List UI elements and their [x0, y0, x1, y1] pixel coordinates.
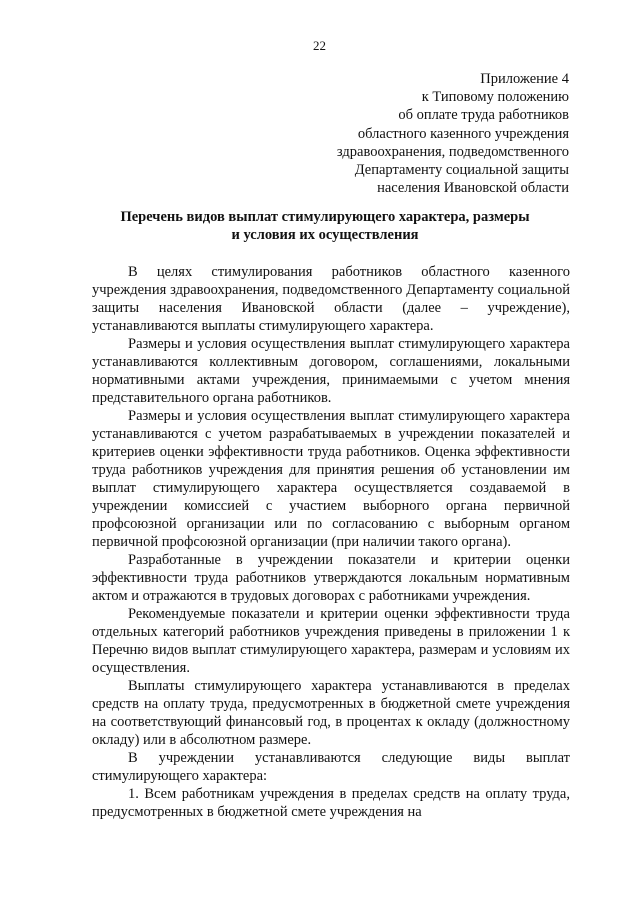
appendix-line: населения Ивановской области	[377, 180, 569, 197]
appendix-line: Департаменту социальной защиты	[354, 162, 569, 179]
title-line-1: Перечень видов выплат стимулирующего характера, размеры	[120, 209, 530, 225]
title-line-2: и условия их осуществления	[231, 227, 419, 243]
appendix-line: Приложение 4	[480, 71, 569, 87]
paragraph: Выплаты стимулирующего характера устанавливаются в пределах средств на оплату труда, предусмотренных в бюджетной смете учреждения на соответствующий финансовый год, в процентах к окладу (должностному окладу) или в абсолютном размере.	[92, 678, 570, 748]
paragraph: 1. Всем работникам учреждения в пределах средств на оплату труда, предусмотренных в бюджетной смете учреждения на	[92, 786, 570, 820]
paragraph: В целях стимулирования работников областного казенного учреждения здравоохранения, подведомственного Департаменту социальной защиты населения Ивановской области (далее – учреждение), устанавливаются выплаты стимулирующего характера.	[92, 264, 570, 334]
paragraph: Разработанные в учреждении показатели и критерии оценки эффективности труда работников утверждаются локальным нормативным актом и отражаются в трудовых договорах с работниками учреждения.	[92, 552, 570, 604]
appendix-header	[337, 70, 569, 197]
document-body	[92, 263, 570, 821]
appendix-line: областного казенного учреждения	[357, 125, 569, 142]
appendix-line: здравоохранения, подведомственного	[336, 143, 569, 160]
document-title	[80, 208, 570, 244]
appendix-line: к Типовому положению	[421, 89, 569, 106]
appendix-line: об оплате труда работников	[398, 107, 569, 124]
paragraph: Размеры и условия осуществления выплат стимулирующего характера устанавливаются с учетом разрабатываемых в учреждении показателей и критериев оценки эффективности труда работников. Оценка эффективности труда работников учреждения для принятия решения об установлении им выплат стимулирующего характера осуществляется создаваемой в учреждении комиссией с участием выборного органа первичной профсоюзной организации или по согласованию с выборным органом первичной профсоюзной организации (при наличии такого органа).	[92, 408, 570, 550]
page-number: 22	[313, 38, 326, 53]
paragraph: Рекомендуемые показатели и критерии оценки эффективности труда отдельных категорий работников учреждения приведены в приложении 1 к Перечню видов выплат стимулирующего характера, размерам и условиям их осуществления.	[92, 606, 570, 676]
paragraph: В учреждении устанавливаются следующие виды выплат стимулирующего характера:	[92, 750, 570, 784]
paragraph: Размеры и условия осуществления выплат стимулирующего характера устанавливаются коллективным договором, соглашениями, локальными нормативными актами учреждения, принимаемыми с учетом мнения представительного органа работников.	[92, 336, 570, 406]
